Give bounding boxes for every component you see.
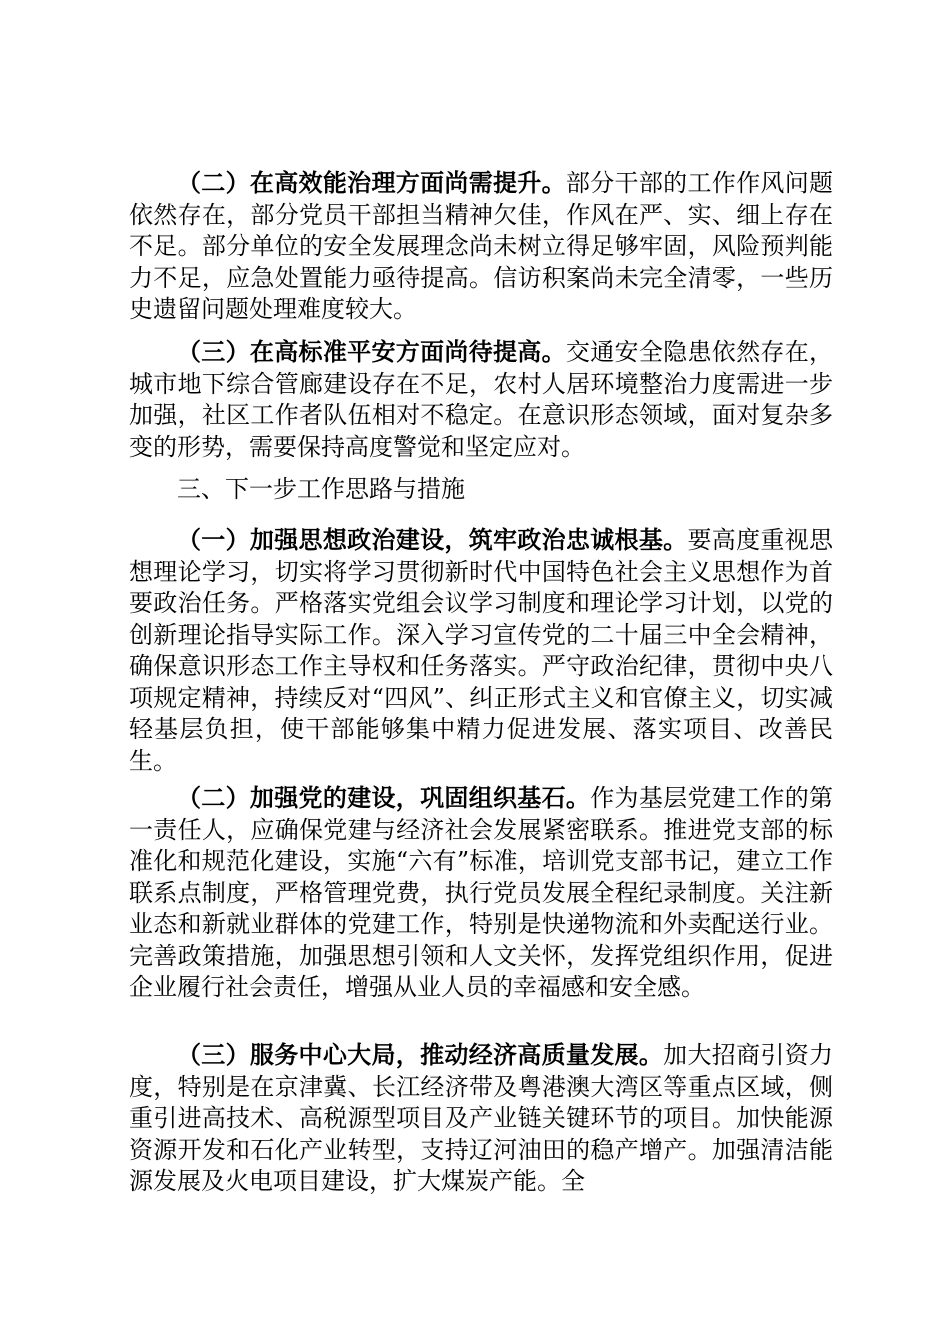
paragraph-body: 加大招商引资力度，特别是在京津冀、长江经济带及粤港澳大湾区等重点区域，侧重引进高技术、高税源型项目及产业链关键环节的项目。加快能源资源开发和石化产业转型，支持辽河油田的稳产增产。加强清洁能源发展及火电项目建设，扩大煤炭产能。全 [129, 1041, 834, 1195]
paragraph-body: 部分干部的工作作风问题依然存在，部分党员干部担当精神欠佳，作风在严、实、细上存在不足。部分单位的安全发展理念尚未树立得足够牢固，风险预判能力不足，应急处置能力亟待提高。信访积案尚未完全清零，一些历史遗留问题处理难度较大。 [129, 169, 833, 323]
paragraph-body: 交通安全隐患依然存在，城市地下综合管廊建设存在不足，农村人居环境整治力度需进一步加强，社区工作者队伍相对不稳定。在意识形态领域，面对复杂多变的形势，需要保持高度警觉和坚定应对。 [129, 338, 833, 461]
paragraph-lead: （二）加强党的建设，巩固组织基石。 [177, 784, 591, 812]
paragraph-body: 作为基层党建工作的第一责任人，应确保党建与经济社会发展紧密联系。推进党支部的标准化和规范化建设，实施“六有”标准，培训党支部书记，建立工作联系点制度，严格管理党费，执行党员发展全程纪录制度。关注新业态和新就业群体的党建工作，特别是快递物流和外卖配送行业。完善政策措施，加强思想引领和人文关怀，发挥党组织作用，促进企业履行社会责任，增强从业人员的幸福感和安全感。 [129, 784, 834, 1001]
paragraph-lead: （一）加强思想政治建设，筑牢政治忠诚根基。 [177, 526, 688, 554]
section-heading: 三、下一步工作思路与措施 [177, 475, 465, 503]
paragraph-body: 要高度重视思想理论学习，切实将学习贯彻新时代中国特色社会主义思想作为首要政治任务。严格落实党组会议学习制度和理论学习计划，以党的创新理论指导实际工作。深入学习宣传党的二十届三中全会精神，确保意识形态工作主导权和任务落实。严守政治纪律，贯彻中央八项规定精神，持续反对“四风”、纠正形式主义和官僚主义，切实减轻基层负担，使干部能够集中精力促进发展、落实项目、改善民生。 [129, 526, 834, 775]
paragraph-political-building [129, 525, 833, 777]
paragraph-economic-development [129, 1040, 833, 1198]
paragraph-lead: （三）在高标准平安方面尚待提高。 [177, 338, 566, 366]
paragraph-safety-issues [129, 337, 833, 463]
paragraph-governance-issues [129, 168, 833, 326]
paragraph-party-building [129, 783, 833, 1004]
paragraph-lead: （二）在高效能治理方面尚需提升。 [177, 169, 566, 197]
paragraph-lead: （三）服务中心大局，推动经济高质量发展。 [177, 1041, 664, 1069]
